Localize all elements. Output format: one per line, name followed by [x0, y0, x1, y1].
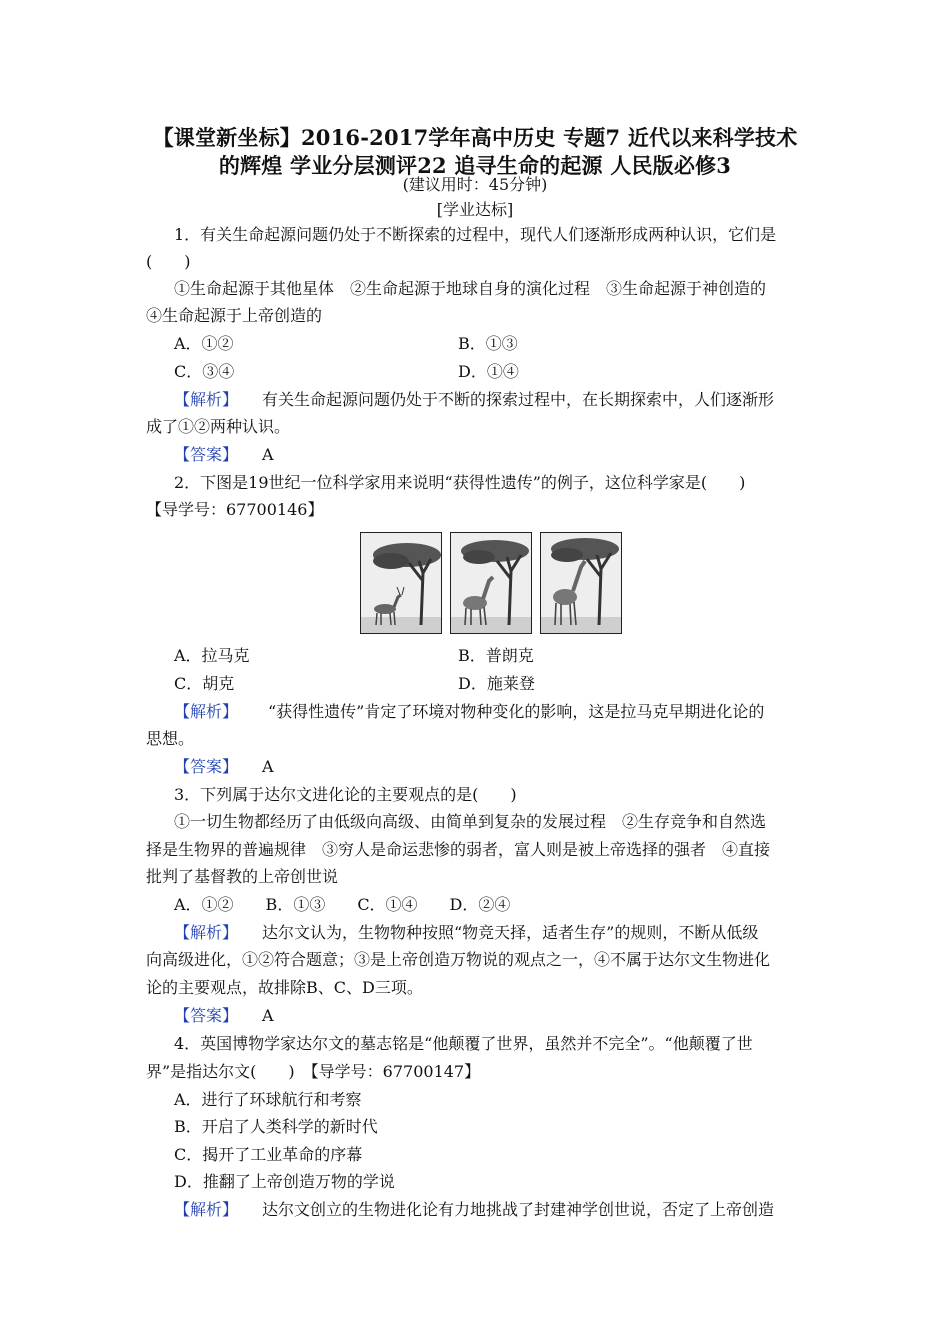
q2-option-c: C．胡克: [174, 674, 235, 693]
q3-items-line3: 批判了基督教的上帝创世说: [146, 867, 339, 886]
q1-analysis-label: 【解析】: [174, 390, 239, 409]
q2-option-a: A．拉马克: [174, 646, 250, 665]
q1-answer-label: 【答案】: [174, 445, 239, 464]
q1-analysis-text: 有关生命起源问题仍处于不断的探索过程中，在长期探索中，人们逐渐形: [262, 390, 775, 409]
q2-analysis-text: “获得性遗传”肯定了环境对物种变化的影响，这是拉马克早期进化论的: [268, 702, 765, 721]
giraffe-long-neck-illustration-icon: [540, 532, 622, 634]
q3-answer-value: A: [262, 1006, 274, 1025]
q2-option-b: B．普朗克: [458, 646, 534, 665]
section-heading: [学业达标]: [436, 200, 514, 219]
q1-items-line1: ①生命起源于其他星体 ②生命起源于地球自身的演化过程 ③生命起源于神创造的: [174, 279, 767, 298]
q4-stem-2: 界”是指达尔文( ) 【导学号：67700147】: [146, 1062, 481, 1081]
q4-option-d: D．推翻了上帝创造万物的学说: [174, 1172, 395, 1191]
q2-guide-number: 【导学号：67700146】: [146, 500, 324, 519]
q4-stem: 4．英国博物学家达尔文的墓志铭是“他颠覆了世界，虽然并不完全”。“他颠覆了世: [174, 1034, 753, 1053]
q3-analysis-text-3: 论的主要观点，故排除B、C、D三项。: [146, 978, 423, 997]
q1-answer-value: A: [262, 445, 274, 464]
document-title-line-1: 【课堂新坐标】2016-2017学年高中历史 专题7 近代以来科学技术: [152, 125, 798, 150]
q3-options: A．①② B．①③ C．①④ D．②④: [174, 895, 511, 914]
q3-answer-label: 【答案】: [174, 1006, 239, 1025]
q3-items-line2: 择是生物界的普遍规律 ③穷人是命运悲惨的弱者，富人则是被上帝选择的强者 ④直接: [146, 840, 771, 859]
time-note: (建议用时：45分钟): [402, 175, 548, 194]
q2-analysis-label: 【解析】: [174, 702, 239, 721]
q2-answer-value: A: [262, 757, 274, 776]
q3-items-line1: ①一切生物都经历了由低级向高级、由简单到复杂的发展过程 ②生存竞争和自然选: [174, 812, 767, 831]
q1-option-b: B．①③: [458, 334, 518, 353]
q4-option-a: A．进行了环球航行和考察: [174, 1090, 362, 1109]
q1-option-a: A．①②: [174, 334, 234, 353]
q1-items-line2: ④生命起源于上帝创造的: [146, 306, 323, 325]
q2-stem: 2．下图是19世纪一位科学家用来说明“获得性遗传”的例子，这位科学家是( ): [174, 473, 746, 492]
q1-paren: ( ): [146, 252, 191, 271]
antelope-tree-illustration-icon: [360, 532, 442, 634]
document-title-line-2: 的辉煌 学业分层测评22 追寻生命的起源 人民版必修3: [218, 153, 732, 178]
q1-stem: 1．有关生命起源问题仍处于不断探索的过程中，现代人们逐渐形成两种认识，它们是: [174, 225, 777, 244]
q3-stem: 3．下列属于达尔文进化论的主要观点的是( ): [174, 785, 517, 804]
q1-analysis-text-2: 成了①②两种认识。: [146, 417, 291, 436]
q4-analysis-label: 【解析】: [174, 1200, 239, 1219]
giraffe-short-neck-illustration-icon: [450, 532, 532, 634]
q1-option-d: D．①④: [458, 362, 519, 381]
q4-option-c: C．揭开了工业革命的序幕: [174, 1145, 363, 1164]
q4-analysis-text: 达尔文创立的生物进化论有力地挑战了封建神学创世说，否定了上帝创造: [262, 1200, 775, 1219]
q3-analysis-text-2: 向高级进化，①②符合题意；③是上帝创造万物说的观点之一，④不属于达尔文生物进化: [146, 950, 771, 969]
q1-option-c: C．③④: [174, 362, 235, 381]
q2-answer-label: 【答案】: [174, 757, 239, 776]
q2-analysis-text-2: 思想。: [146, 729, 195, 748]
q4-option-b: B．开启了人类科学的新时代: [174, 1117, 378, 1136]
q3-analysis-label: 【解析】: [174, 923, 239, 942]
q2-option-d: D．施莱登: [458, 674, 535, 693]
giraffe-evolution-figure: [360, 532, 623, 634]
q3-analysis-text: 达尔文认为，生物物种按照“物竞天择，适者生存”的规则，不断从低级: [262, 923, 759, 942]
